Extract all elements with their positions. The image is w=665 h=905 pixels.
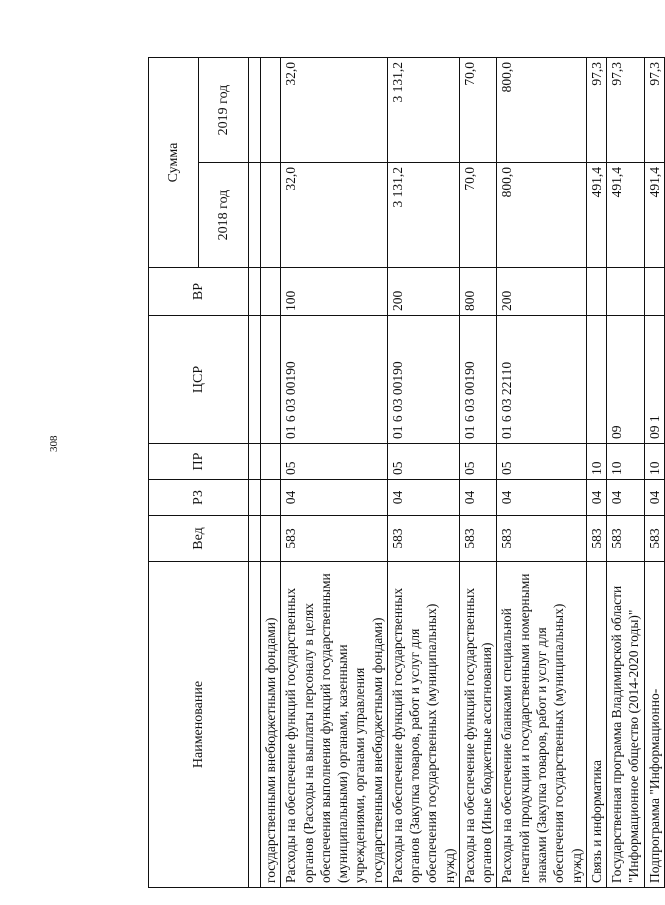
budget-table <box>148 57 665 888</box>
cell-csr: 09 1 <box>644 316 664 444</box>
cell-rz: 04 <box>387 480 459 516</box>
cell-name: Государственная программа Владимирской области "Информационное общество (2014-2020 годы)" <box>607 562 645 888</box>
cell-name: Расходы на обеспечение функций государственных органов (Расходы на выплаты персоналу в целях обеспечения выполнения функций государственными (муниципальными) органами, казенными учреждениями, органами управления государственными внебюджетными фондами) <box>281 562 388 888</box>
cell-rz: 04 <box>281 480 388 516</box>
rotated-page <box>148 58 662 888</box>
cell-vr: 100 <box>281 268 388 316</box>
table-row <box>644 58 664 888</box>
cell-pr: 10 <box>586 444 606 480</box>
cell-y2018: 3 131,2 <box>387 163 459 268</box>
header-name: Наименование <box>149 562 249 888</box>
cell-rz <box>261 480 281 516</box>
table-body <box>261 58 665 888</box>
cell-y2019 <box>261 58 281 163</box>
cell-y2018 <box>261 163 281 268</box>
cell-vr <box>607 268 645 316</box>
cell-y2019: 97,3 <box>586 58 606 163</box>
cell-pr: 10 <box>644 444 664 480</box>
cell-csr: 01 6 03 22110 <box>497 316 586 444</box>
cell-name: Расходы на обеспечение функций государственных органов (Иные бюджетные ассигнования) <box>459 562 497 888</box>
header-pr: ПР <box>149 444 249 480</box>
cell-csr: 01 6 03 00190 <box>281 316 388 444</box>
cell-y2018: 491,4 <box>586 163 606 268</box>
header-vr: ВР <box>149 268 249 316</box>
table-row <box>459 58 497 888</box>
header-spacer-row <box>249 58 261 888</box>
cell-ved: 583 <box>459 516 497 562</box>
cell-vr <box>586 268 606 316</box>
header-2018: 2018 год <box>199 163 249 268</box>
cell-vr: 800 <box>459 268 497 316</box>
header-ved: Вед <box>149 516 249 562</box>
cell-ved: 583 <box>281 516 388 562</box>
table-row <box>586 58 606 888</box>
cell-ved: 583 <box>607 516 645 562</box>
table-row <box>261 58 281 888</box>
cell-y2018: 800,0 <box>497 163 586 268</box>
cell-csr: 01 6 03 00190 <box>387 316 459 444</box>
cell-csr <box>586 316 606 444</box>
page-number: 308 <box>48 435 60 452</box>
cell-csr: 09 <box>607 316 645 444</box>
table-row <box>387 58 459 888</box>
cell-rz: 04 <box>459 480 497 516</box>
cell-vr: 200 <box>497 268 586 316</box>
table-row <box>281 58 388 888</box>
cell-pr: 05 <box>387 444 459 480</box>
cell-y2019: 70,0 <box>459 58 497 163</box>
cell-csr <box>261 316 281 444</box>
cell-y2018: 32,0 <box>281 163 388 268</box>
cell-y2019: 97,3 <box>644 58 664 163</box>
cell-pr: 10 <box>607 444 645 480</box>
cell-ved <box>261 516 281 562</box>
cell-y2018: 70,0 <box>459 163 497 268</box>
cell-rz: 04 <box>644 480 664 516</box>
cell-y2018: 491,4 <box>607 163 645 268</box>
header-2019: 2019 год <box>199 58 249 163</box>
cell-name: Расходы на обеспечение функций государственных органов (Закупка товаров, работ и услуг для обеспечения государственных (муниципальных) нужд) <box>387 562 459 888</box>
cell-pr: 05 <box>459 444 497 480</box>
cell-y2019: 32,0 <box>281 58 388 163</box>
cell-vr <box>261 268 281 316</box>
cell-csr: 01 6 03 00190 <box>459 316 497 444</box>
cell-name: Подпрограмма "Информационно- <box>644 562 664 888</box>
cell-y2019: 3 131,2 <box>387 58 459 163</box>
cell-pr: 05 <box>281 444 388 480</box>
table-row <box>607 58 645 888</box>
cell-ved: 583 <box>497 516 586 562</box>
cell-name: государственными внебюджетными фондами) <box>261 562 281 888</box>
cell-y2018: 491,4 <box>644 163 664 268</box>
table-row <box>497 58 586 888</box>
cell-pr: 05 <box>497 444 586 480</box>
header-csr: ЦСР <box>149 316 249 444</box>
cell-vr: 200 <box>387 268 459 316</box>
cell-name: Расходы на обеспечение бланками специальной печатной продукции и государственными номерными знаками (Закупка товаров, работ и услуг для обеспечения государственных (муниципальных) нужд) <box>497 562 586 888</box>
header-rz: РЗ <box>149 480 249 516</box>
cell-y2019: 800,0 <box>497 58 586 163</box>
cell-ved: 583 <box>644 516 664 562</box>
cell-ved: 583 <box>586 516 606 562</box>
cell-rz: 04 <box>497 480 586 516</box>
cell-pr <box>261 444 281 480</box>
cell-rz: 04 <box>607 480 645 516</box>
cell-name: Связь и информатика <box>586 562 606 888</box>
cell-ved: 583 <box>387 516 459 562</box>
cell-vr <box>644 268 664 316</box>
cell-rz: 04 <box>586 480 606 516</box>
header-sum: Сумма <box>149 58 199 268</box>
cell-y2019: 97,3 <box>607 58 645 163</box>
